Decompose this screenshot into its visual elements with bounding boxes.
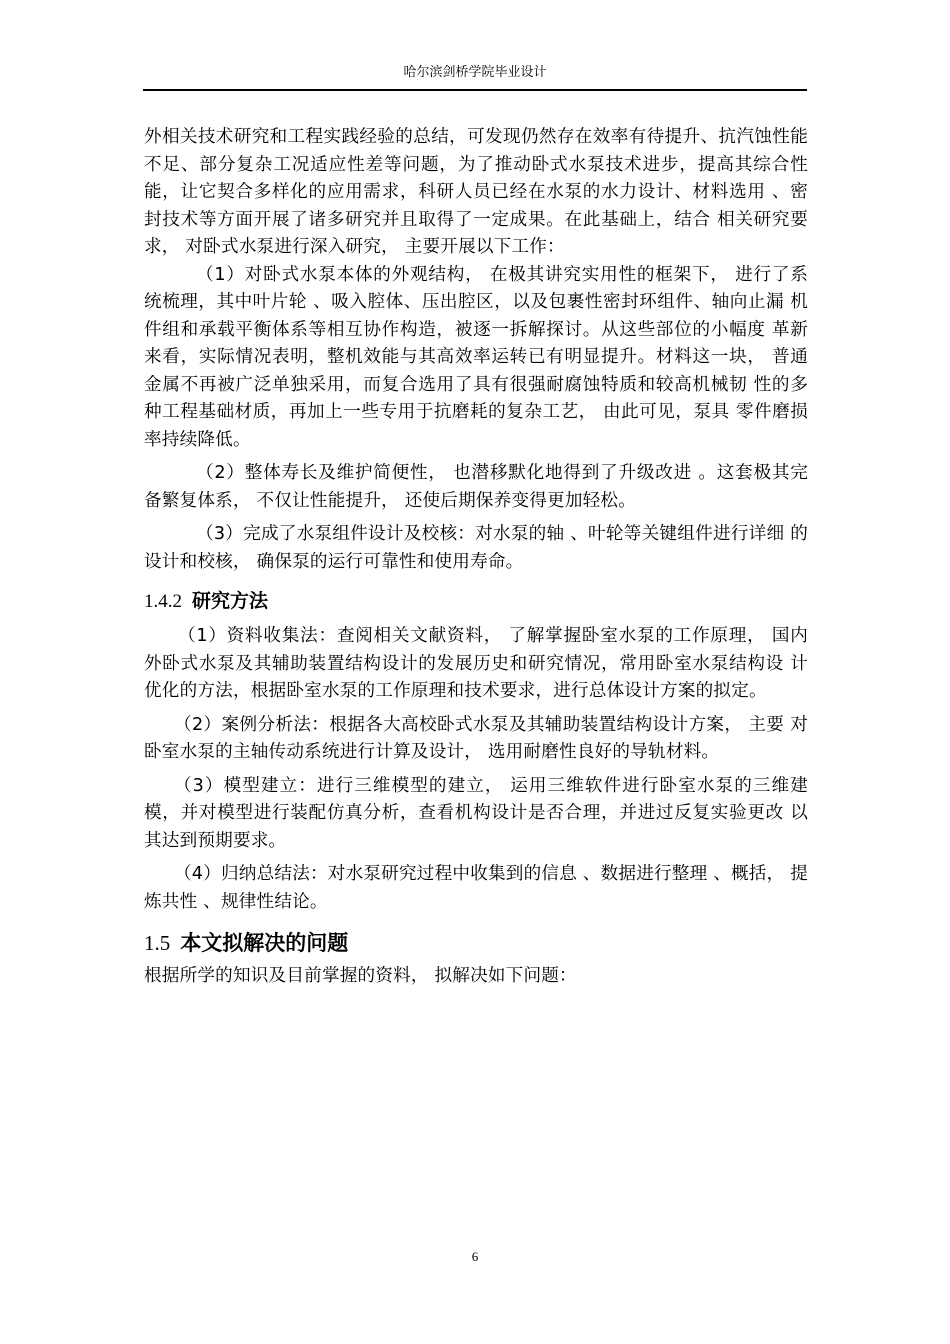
section-title: 研究方法 <box>192 590 269 612</box>
section-number: 1.4.2 <box>144 591 182 612</box>
page-content <box>144 124 808 991</box>
section-heading-1-4-2 <box>144 584 808 619</box>
page-number: 6 <box>471 1249 479 1264</box>
work-item-2: （2）整体寿长及维护简便性， 也潜移默化地得到了升级改进 。这套极其完 备繁复体系， 不仅让性能提升， 还使后期保养变得更加轻松。 <box>144 463 808 511</box>
intro-paragraph: 外相关技术研究和工程实践经验的总结，可发现仍然存在效率有待提升、抗汽蚀性能不足、部分复杂工况适应性差等问题，为了推动卧式水泵技术进步，提高其综合性能，让它契合多样化的应用需求，科研人员已经在水泵的水力设计、材料选用 、密封技术等方面开展了诸多研究并且取得了一定成果。在此基础上，结合 相关研究要求， 对卧式水泵进行深入研究， 主要开展以下工作： <box>144 127 808 257</box>
section-1-5-paragraph: 根据所学的知识及目前掌握的资料， 拟解决如下问题： <box>144 966 577 986</box>
running-header: 哈尔滨剑桥学院毕业设计 <box>403 65 547 80</box>
work-item-3: （3）完成了水泵组件设计及校核：对水泵的轴 、叶轮等关键组件进行详细 的设计和校核， 确保泵的运行可靠性和使用寿命。 <box>144 524 808 572</box>
method-item-2: （2）案例分析法：根据各大高校卧式水泵及其辅助装置结构设计方案， 主要 对卧室水泵的主轴传动系统进行计算及设计， 选用耐磨性良好的导轨材料。 <box>144 714 808 762</box>
section-heading-1-5 <box>144 926 808 961</box>
section-title: 本文拟解决的问题 <box>180 931 349 955</box>
method-item-4: （4）归纳总结法：对水泵研究过程中收集到的信息 、数据进行整理 、概括， 提炼共性 、规律性结论。 <box>144 864 808 912</box>
method-item-1: （1）资料收集法：查阅相关文献资料， 了解掌握卧室水泵的工作原理， 国内 外卧式水泵及其辅助装置结构设计的发展历史和研究情况，常用卧室水泵结构设 计优化的方法，根据卧室水泵的工作原理和技术要求，进行总体设计方案的拟定。 <box>144 626 808 701</box>
section-number: 1.5 <box>144 931 171 955</box>
method-item-3: （3）模型建立：进行三维模型的建立， 运用三维软件进行卧室水泵的三维建 模，并对模型进行装配仿真分析，查看机构设计是否合理，并进过反复实验更改 以其达到预期要求。 <box>144 775 808 851</box>
header-rule <box>143 89 807 91</box>
work-item-1: （1）对卧式水泵本体的外观结构， 在极其讲究实用性的框架下， 进行了系 统梳理，其中叶片轮 、吸入腔体、压出腔区，以及包裹性密封环组件、轴向止漏 机件组和承载平衡体系等相互协作构造，被逐一拆解探讨。从这些部位的小幅度 革新来看，实际情况表明，整机效能与其高效率运转已有明显提升。材料这一块， 普通金属不再被广泛单独采用，而复合选用了具有很强耐腐蚀特质和较高机械韧 性的多种工程基础材质，再加上一些专用于抗磨耗的复杂工艺， 由此可见，泵具 零件磨损率持续降低。 <box>144 264 808 450</box>
